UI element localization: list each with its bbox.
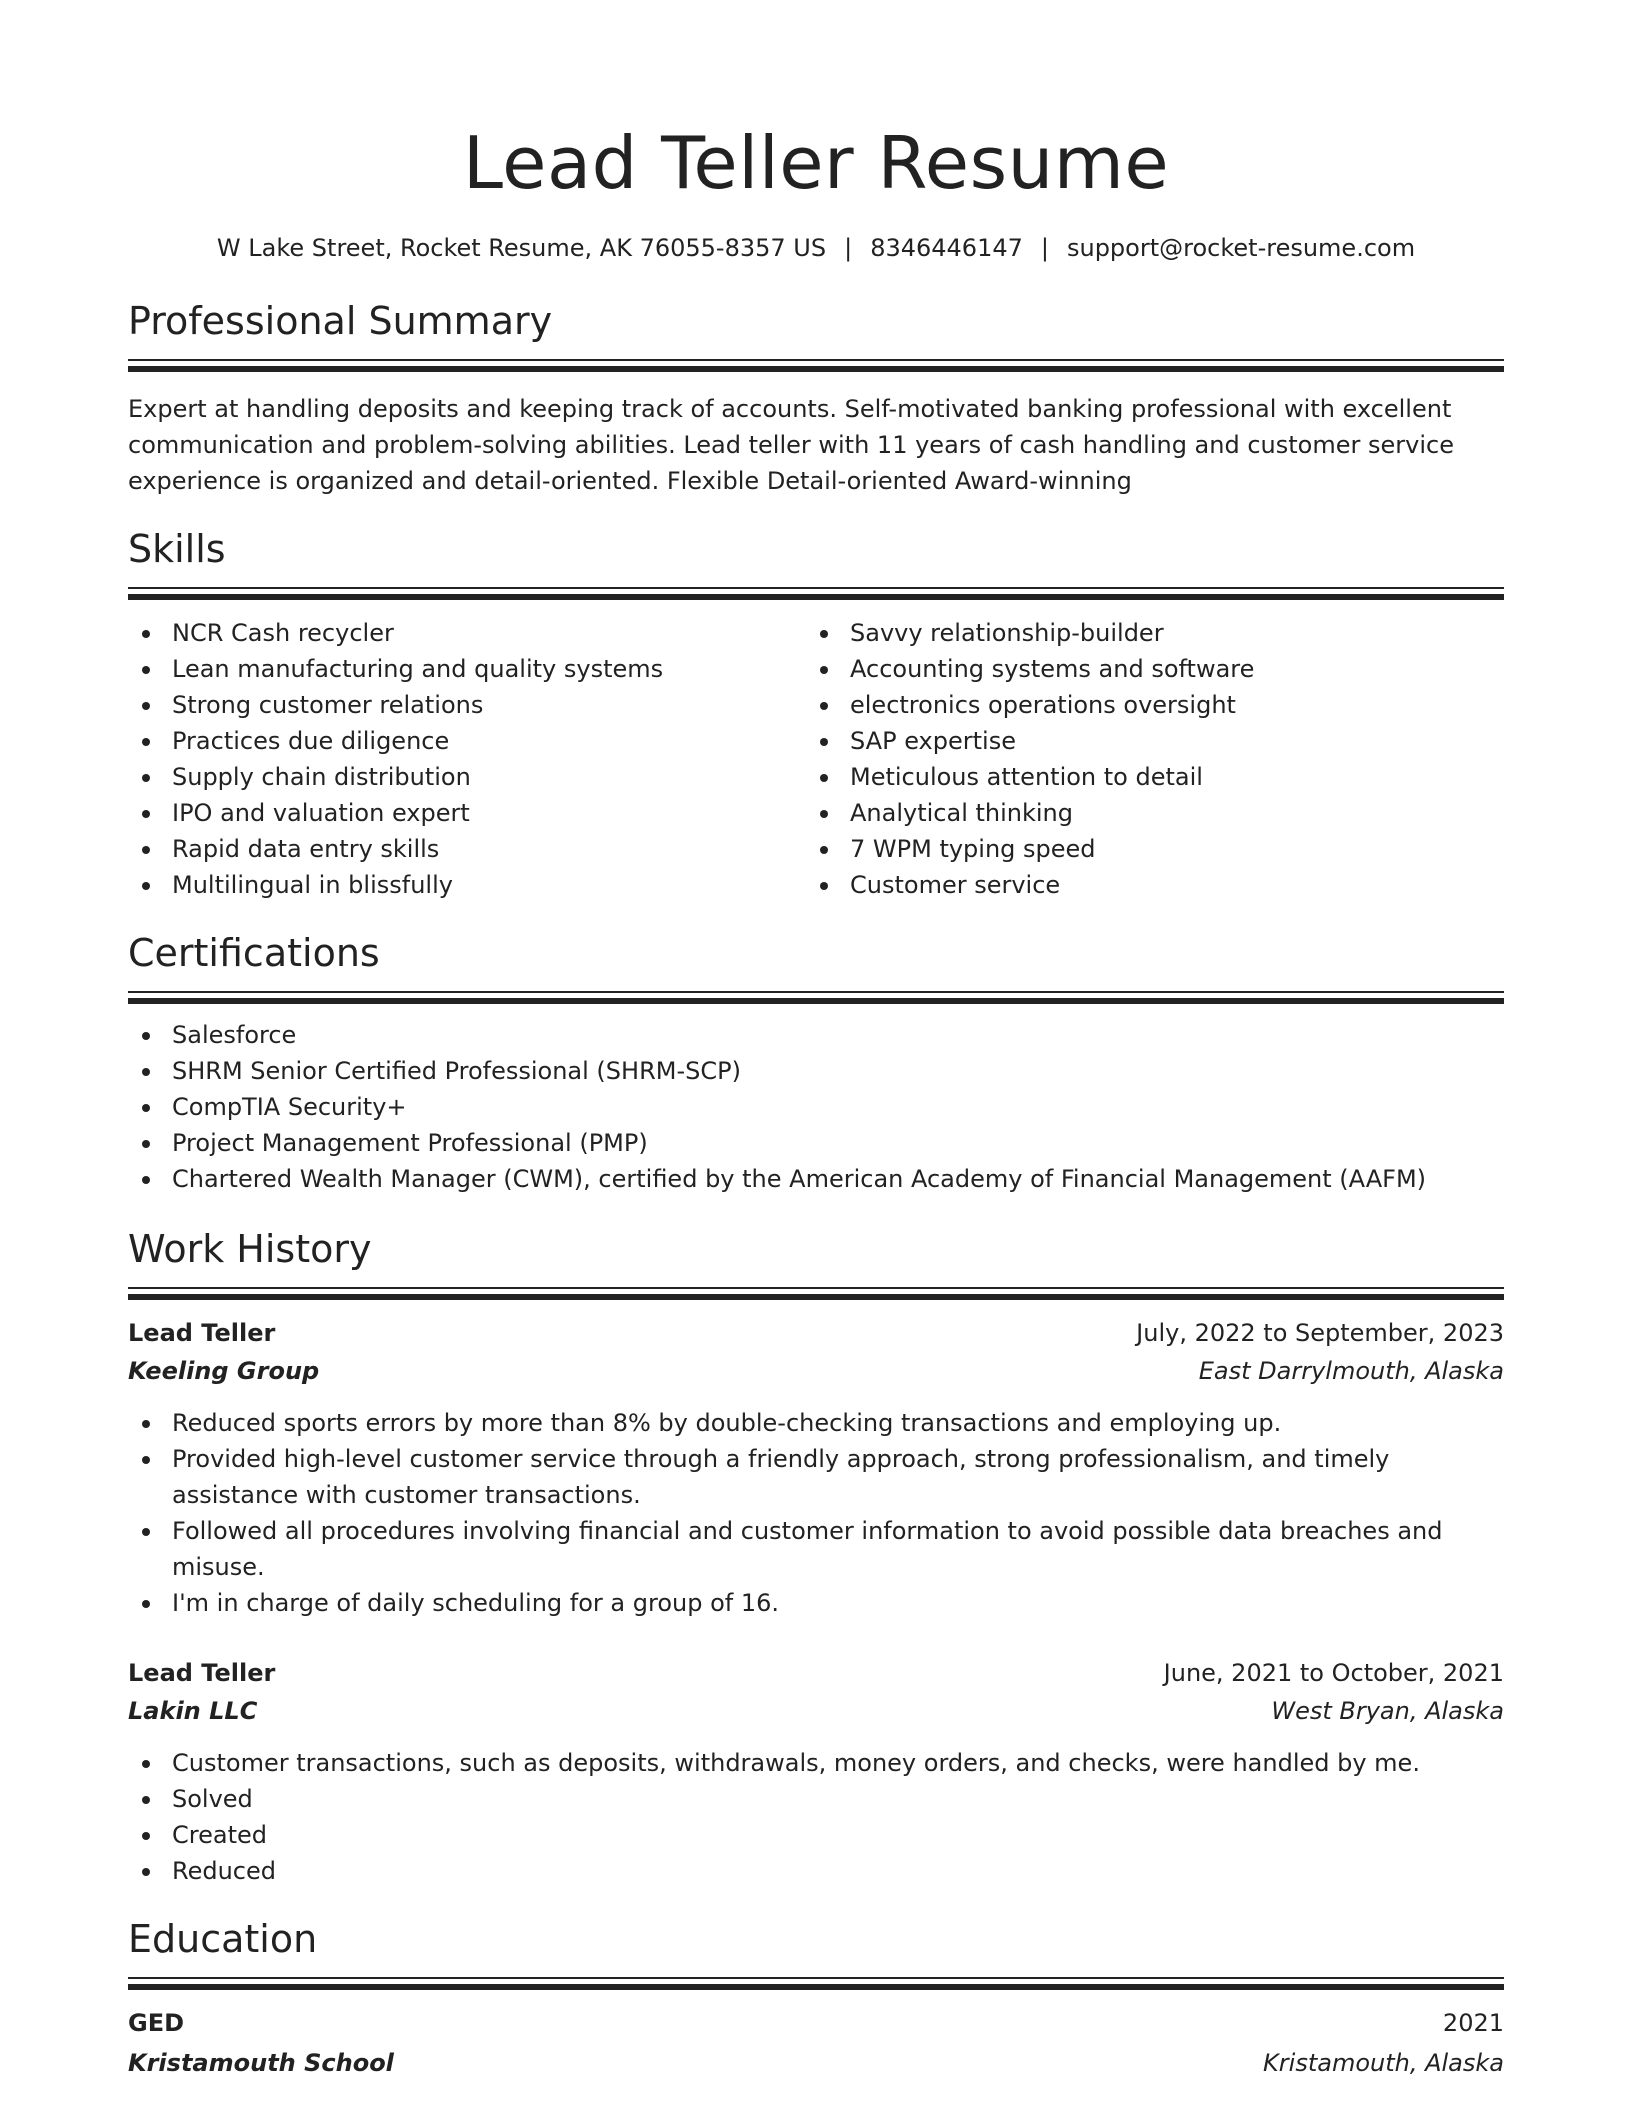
- job-company: Keeling Group: [128, 1357, 320, 1385]
- contact-address: W Lake Street, Rocket Resume, AK 76055-8357 US: [216, 234, 827, 262]
- skill-item: Analytical thinking: [806, 795, 1484, 831]
- job-bullet: Reduced sports errors by more than 8% by double-checking transactions and employing up.: [128, 1405, 1504, 1441]
- job-bullet: Created: [128, 1817, 1504, 1853]
- job-bullets: [128, 1405, 1504, 1621]
- skills-list-left: [128, 615, 806, 903]
- job-bullet: Followed all procedures involving financial and customer information to avoid possible data breaches and misuse.: [128, 1513, 1504, 1585]
- section-divider: [128, 1977, 1504, 1989]
- contact-separator: |: [844, 234, 853, 262]
- section-heading-education: Education: [128, 1917, 318, 1961]
- skill-item: Savvy relationship-builder: [806, 615, 1484, 651]
- certification-item: SHRM Senior Certified Professional (SHRM-SCP): [128, 1053, 1504, 1089]
- summary-text: Expert at handling deposits and keeping track of accounts. Self-motivated banking professional with excellent communication and problem-solving abilities. Lead teller with 11 years of cash handling and customer service experience is organized and detail-oriented. Flexible Detail-oriented Award-winning: [128, 395, 1454, 495]
- section-divider: [128, 587, 1504, 599]
- contact-email: support@rocket-resume.com: [1066, 234, 1416, 262]
- skill-item: Supply chain distribution: [128, 759, 806, 795]
- education-section: [128, 1915, 1504, 2081]
- skill-item: Meticulous attention to detail: [806, 759, 1484, 795]
- skill-item: electronics operations oversight: [806, 687, 1484, 723]
- job-bullet: Reduced: [128, 1853, 1504, 1889]
- section-divider: [128, 1287, 1504, 1299]
- job-bullet: Provided high-level customer service through a friendly approach, strong professionalism, and timely assistance with customer transactions.: [128, 1441, 1504, 1513]
- section-heading-certifications: Certifications: [128, 931, 380, 975]
- certification-item: Project Management Professional (PMP): [128, 1125, 1504, 1161]
- section-heading-work: Work History: [128, 1227, 372, 1271]
- education-school-row: [128, 2045, 1504, 2081]
- job-bullets: [128, 1745, 1504, 1889]
- job-bullet: I'm in charge of daily scheduling for a group of 16.: [128, 1585, 1504, 1621]
- skill-item: Practices due diligence: [128, 723, 806, 759]
- job-bullet: Solved: [128, 1781, 1504, 1817]
- job-company-row: [128, 1353, 1504, 1389]
- skill-item: Strong customer relations: [128, 687, 806, 723]
- education-year: 2021: [1442, 2009, 1504, 2037]
- skill-item: IPO and valuation expert: [128, 795, 806, 831]
- resume-page: [128, 0, 1504, 2081]
- education-entry: [128, 2005, 1504, 2081]
- job-header-row: [128, 1655, 1504, 1691]
- job-entry: [128, 1315, 1504, 1621]
- summary-section: [128, 297, 1504, 499]
- skill-item: Accounting systems and software: [806, 651, 1484, 687]
- skills-grid: [128, 615, 1504, 903]
- job-header-row: [128, 1315, 1504, 1351]
- skills-section: [128, 525, 1504, 903]
- certifications-section: [128, 929, 1504, 1197]
- section-heading-skills: Skills: [128, 527, 226, 571]
- section-divider: [128, 359, 1504, 371]
- skills-list-right: [806, 615, 1484, 903]
- certifications-list: [128, 1017, 1504, 1197]
- education-school: Kristamouth School: [128, 2049, 394, 2077]
- job-location: West Bryan, Alaska: [1271, 1697, 1504, 1725]
- job-location: East Darrylmouth, Alaska: [1198, 1357, 1504, 1385]
- skill-item: SAP expertise: [806, 723, 1484, 759]
- education-degree: GED: [128, 2009, 185, 2037]
- job-entry: [128, 1655, 1504, 1889]
- job-company: Lakin LLC: [128, 1697, 258, 1725]
- contact-separator: |: [1040, 234, 1049, 262]
- section-divider: [128, 991, 1504, 1003]
- skill-item: Customer service: [806, 867, 1484, 903]
- skill-item: Multilingual in blissfully: [128, 867, 806, 903]
- job-title: Lead Teller: [128, 1319, 276, 1347]
- skill-item: Rapid data entry skills: [128, 831, 806, 867]
- job-company-row: [128, 1693, 1504, 1729]
- education-location: Kristamouth, Alaska: [1263, 2049, 1504, 2077]
- job-title: Lead Teller: [128, 1659, 276, 1687]
- contact-line: [128, 232, 1504, 264]
- certification-item: Chartered Wealth Manager (CWM), certified by the American Academy of Financial Management (AAFM): [128, 1161, 1504, 1197]
- job-dates: July, 2022 to September, 2023: [1136, 1319, 1504, 1347]
- skill-item: NCR Cash recycler: [128, 615, 806, 651]
- certification-item: Salesforce: [128, 1017, 1504, 1053]
- work-section: [128, 1225, 1504, 1889]
- contact-phone: 8346446147: [870, 234, 1023, 262]
- section-heading-summary: Professional Summary: [128, 299, 553, 343]
- certification-item: CompTIA Security+: [128, 1089, 1504, 1125]
- job-bullet: Customer transactions, such as deposits, withdrawals, money orders, and checks, were handled by me.: [128, 1745, 1504, 1781]
- job-dates: June, 2021 to October, 2021: [1163, 1659, 1504, 1687]
- education-header-row: [128, 2005, 1504, 2041]
- skill-item: 7 WPM typing speed: [806, 831, 1484, 867]
- resume-title: Lead Teller Resume: [462, 121, 1170, 205]
- skill-item: Lean manufacturing and quality systems: [128, 651, 806, 687]
